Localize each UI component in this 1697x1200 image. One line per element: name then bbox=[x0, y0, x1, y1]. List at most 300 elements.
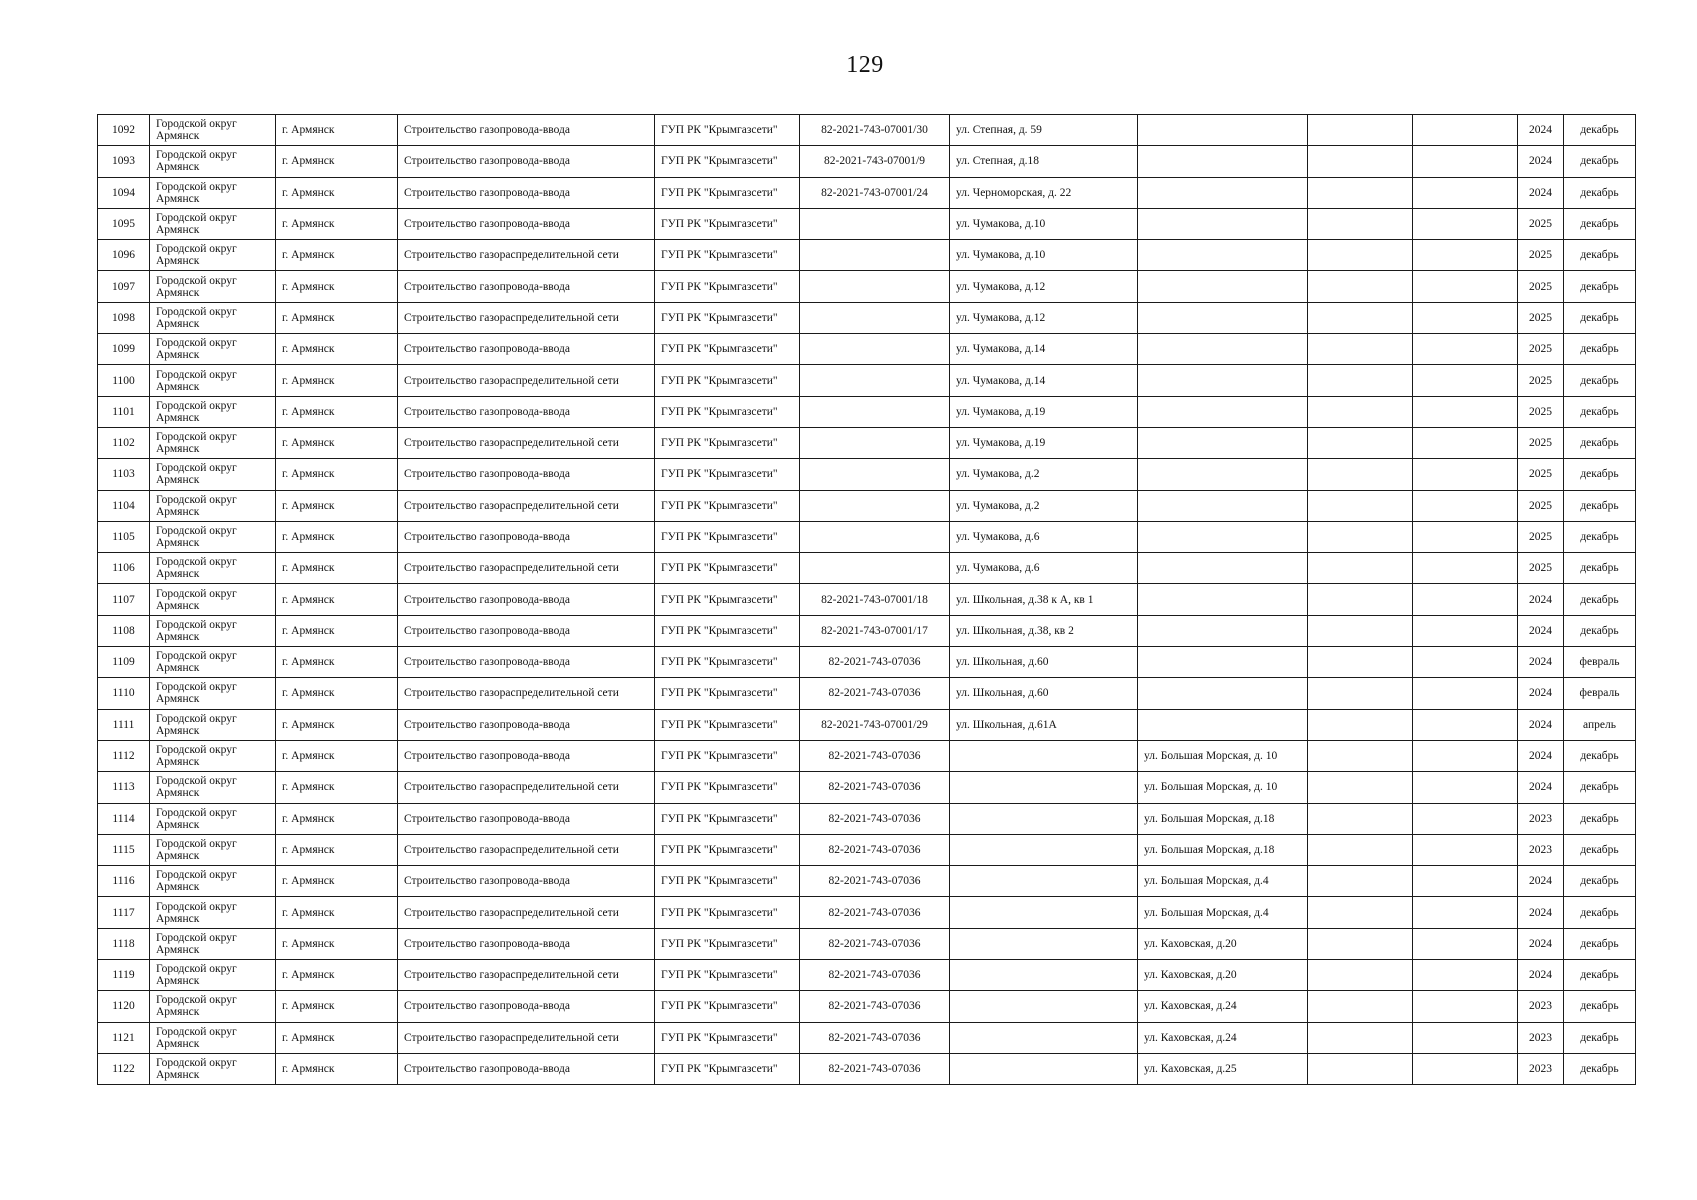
organization-cell: ГУП РК "Крымгазсети" bbox=[655, 678, 800, 709]
municipality-cell: Городской округ Армянск bbox=[150, 834, 276, 865]
application-code-cell: 82-2021-743-07036 bbox=[800, 960, 950, 991]
year-cell: 2024 bbox=[1518, 740, 1564, 771]
table-row bbox=[98, 302, 1636, 333]
work-type-cell: Строительство газопровода-ввода bbox=[398, 928, 655, 959]
organization-cell: ГУП РК "Крымгазсети" bbox=[655, 459, 800, 490]
address-cell: ул. Степная, д. 59 bbox=[950, 115, 1138, 146]
table-row bbox=[98, 709, 1636, 740]
organization-cell: ГУП РК "Крымгазсети" bbox=[655, 396, 800, 427]
address-cell bbox=[950, 897, 1138, 928]
application-code-cell: 82-2021-743-07001/24 bbox=[800, 177, 950, 208]
row-number: 1104 bbox=[98, 490, 150, 521]
empty-cell bbox=[1413, 271, 1518, 302]
work-type-cell: Строительство газораспределительной сети bbox=[398, 1022, 655, 1053]
application-code-cell: 82-2021-743-07001/9 bbox=[800, 146, 950, 177]
month-cell: декабрь bbox=[1564, 521, 1636, 552]
empty-cell bbox=[1413, 240, 1518, 271]
empty-cell bbox=[1413, 459, 1518, 490]
work-type-cell: Строительство газопровода-ввода bbox=[398, 334, 655, 365]
address-alt-cell: ул. Большая Морская, д.18 bbox=[1138, 834, 1308, 865]
year-cell: 2024 bbox=[1518, 866, 1564, 897]
organization-cell: ГУП РК "Крымгазсети" bbox=[655, 615, 800, 646]
organization-cell: ГУП РК "Крымгазсети" bbox=[655, 960, 800, 991]
application-code-cell: 82-2021-743-07001/30 bbox=[800, 115, 950, 146]
organization-cell: ГУП РК "Крымгазсети" bbox=[655, 740, 800, 771]
year-cell: 2024 bbox=[1518, 709, 1564, 740]
address-alt-cell bbox=[1138, 427, 1308, 458]
locality-cell: г. Армянск bbox=[276, 928, 398, 959]
empty-cell bbox=[1308, 365, 1413, 396]
empty-cell bbox=[1308, 991, 1413, 1022]
address-alt-cell: ул. Каховская, д.24 bbox=[1138, 991, 1308, 1022]
locality-cell: г. Армянск bbox=[276, 584, 398, 615]
empty-cell bbox=[1308, 177, 1413, 208]
municipality-cell: Городской округ Армянск bbox=[150, 521, 276, 552]
municipality-cell: Городской округ Армянск bbox=[150, 459, 276, 490]
work-type-cell: Строительство газопровода-ввода bbox=[398, 866, 655, 897]
empty-cell bbox=[1308, 521, 1413, 552]
application-code-cell: 82-2021-743-07001/29 bbox=[800, 709, 950, 740]
municipality-cell: Городской округ Армянск bbox=[150, 740, 276, 771]
municipality-cell: Городской округ Армянск bbox=[150, 115, 276, 146]
year-cell: 2023 bbox=[1518, 991, 1564, 1022]
locality-cell: г. Армянск bbox=[276, 490, 398, 521]
empty-cell bbox=[1308, 928, 1413, 959]
locality-cell: г. Армянск bbox=[276, 991, 398, 1022]
address-cell: ул. Чумакова, д.14 bbox=[950, 365, 1138, 396]
work-type-cell: Строительство газопровода-ввода bbox=[398, 521, 655, 552]
year-cell: 2023 bbox=[1518, 834, 1564, 865]
table-row bbox=[98, 1022, 1636, 1053]
empty-cell bbox=[1308, 553, 1413, 584]
application-code-cell: 82-2021-743-07036 bbox=[800, 897, 950, 928]
locality-cell: г. Армянск bbox=[276, 427, 398, 458]
organization-cell: ГУП РК "Крымгазсети" bbox=[655, 521, 800, 552]
organization-cell: ГУП РК "Крымгазсети" bbox=[655, 709, 800, 740]
address-alt-cell: ул. Большая Морская, д. 10 bbox=[1138, 772, 1308, 803]
organization-cell: ГУП РК "Крымгазсети" bbox=[655, 866, 800, 897]
empty-cell bbox=[1308, 459, 1413, 490]
table-row bbox=[98, 553, 1636, 584]
empty-cell bbox=[1413, 678, 1518, 709]
work-type-cell: Строительство газопровода-ввода bbox=[398, 115, 655, 146]
address-cell bbox=[950, 772, 1138, 803]
empty-cell bbox=[1308, 772, 1413, 803]
empty-cell bbox=[1413, 772, 1518, 803]
organization-cell: ГУП РК "Крымгазсети" bbox=[655, 1053, 800, 1084]
work-type-cell: Строительство газораспределительной сети bbox=[398, 960, 655, 991]
empty-cell bbox=[1413, 991, 1518, 1022]
year-cell: 2025 bbox=[1518, 459, 1564, 490]
table-row bbox=[98, 866, 1636, 897]
address-cell bbox=[950, 1053, 1138, 1084]
month-cell: декабрь bbox=[1564, 1053, 1636, 1084]
table-row bbox=[98, 334, 1636, 365]
locality-cell: г. Армянск bbox=[276, 897, 398, 928]
row-number: 1097 bbox=[98, 271, 150, 302]
locality-cell: г. Армянск bbox=[276, 615, 398, 646]
row-number: 1107 bbox=[98, 584, 150, 615]
row-number: 1118 bbox=[98, 928, 150, 959]
table-row bbox=[98, 678, 1636, 709]
table-row bbox=[98, 427, 1636, 458]
row-number: 1095 bbox=[98, 208, 150, 239]
municipality-cell: Городской округ Армянск bbox=[150, 553, 276, 584]
municipality-cell: Городской округ Армянск bbox=[150, 302, 276, 333]
municipality-cell: Городской округ Армянск bbox=[150, 271, 276, 302]
locality-cell: г. Армянск bbox=[276, 115, 398, 146]
work-type-cell: Строительство газопровода-ввода bbox=[398, 271, 655, 302]
month-cell: февраль bbox=[1564, 647, 1636, 678]
year-cell: 2025 bbox=[1518, 271, 1564, 302]
row-number: 1105 bbox=[98, 521, 150, 552]
organization-cell: ГУП РК "Крымгазсети" bbox=[655, 146, 800, 177]
month-cell: декабрь bbox=[1564, 1022, 1636, 1053]
row-number: 1093 bbox=[98, 146, 150, 177]
empty-cell bbox=[1413, 1053, 1518, 1084]
organization-cell: ГУП РК "Крымгазсети" bbox=[655, 334, 800, 365]
work-type-cell: Строительство газопровода-ввода bbox=[398, 459, 655, 490]
gas-construction-table bbox=[97, 114, 1636, 1085]
year-cell: 2024 bbox=[1518, 115, 1564, 146]
address-cell bbox=[950, 928, 1138, 959]
empty-cell bbox=[1308, 1022, 1413, 1053]
locality-cell: г. Армянск bbox=[276, 866, 398, 897]
municipality-cell: Городской округ Армянск bbox=[150, 584, 276, 615]
empty-cell bbox=[1413, 584, 1518, 615]
empty-cell bbox=[1413, 334, 1518, 365]
locality-cell: г. Армянск bbox=[276, 459, 398, 490]
row-number: 1116 bbox=[98, 866, 150, 897]
address-cell: ул. Чумакова, д.19 bbox=[950, 427, 1138, 458]
work-type-cell: Строительство газораспределительной сети bbox=[398, 678, 655, 709]
row-number: 1113 bbox=[98, 772, 150, 803]
organization-cell: ГУП РК "Крымгазсети" bbox=[655, 803, 800, 834]
application-code-cell bbox=[800, 334, 950, 365]
empty-cell bbox=[1308, 1053, 1413, 1084]
month-cell: декабрь bbox=[1564, 396, 1636, 427]
month-cell: декабрь bbox=[1564, 772, 1636, 803]
work-type-cell: Строительство газораспределительной сети bbox=[398, 553, 655, 584]
locality-cell: г. Армянск bbox=[276, 960, 398, 991]
municipality-cell: Городской округ Армянск bbox=[150, 490, 276, 521]
year-cell: 2025 bbox=[1518, 365, 1564, 396]
organization-cell: ГУП РК "Крымгазсети" bbox=[655, 897, 800, 928]
address-alt-cell bbox=[1138, 365, 1308, 396]
empty-cell bbox=[1308, 615, 1413, 646]
month-cell: декабрь bbox=[1564, 991, 1636, 1022]
table-row bbox=[98, 928, 1636, 959]
work-type-cell: Строительство газопровода-ввода bbox=[398, 803, 655, 834]
month-cell: декабрь bbox=[1564, 240, 1636, 271]
address-cell: ул. Школьная, д.38, кв 2 bbox=[950, 615, 1138, 646]
row-number: 1117 bbox=[98, 897, 150, 928]
month-cell: декабрь bbox=[1564, 960, 1636, 991]
table-row bbox=[98, 647, 1636, 678]
address-alt-cell bbox=[1138, 709, 1308, 740]
empty-cell bbox=[1308, 709, 1413, 740]
organization-cell: ГУП РК "Крымгазсети" bbox=[655, 584, 800, 615]
row-number: 1096 bbox=[98, 240, 150, 271]
organization-cell: ГУП РК "Крымгазсети" bbox=[655, 208, 800, 239]
row-number: 1119 bbox=[98, 960, 150, 991]
empty-cell bbox=[1413, 834, 1518, 865]
year-cell: 2025 bbox=[1518, 240, 1564, 271]
municipality-cell: Городской округ Армянск bbox=[150, 427, 276, 458]
locality-cell: г. Армянск bbox=[276, 334, 398, 365]
work-type-cell: Строительство газораспределительной сети bbox=[398, 897, 655, 928]
municipality-cell: Городской округ Армянск bbox=[150, 866, 276, 897]
empty-cell bbox=[1308, 740, 1413, 771]
address-cell: ул. Чумакова, д.12 bbox=[950, 271, 1138, 302]
work-type-cell: Строительство газопровода-ввода bbox=[398, 1053, 655, 1084]
locality-cell: г. Армянск bbox=[276, 271, 398, 302]
row-number: 1094 bbox=[98, 177, 150, 208]
address-alt-cell bbox=[1138, 208, 1308, 239]
application-code-cell bbox=[800, 271, 950, 302]
row-number: 1103 bbox=[98, 459, 150, 490]
empty-cell bbox=[1413, 146, 1518, 177]
table-row bbox=[98, 146, 1636, 177]
organization-cell: ГУП РК "Крымгазсети" bbox=[655, 302, 800, 333]
table-row bbox=[98, 960, 1636, 991]
application-code-cell: 82-2021-743-07036 bbox=[800, 803, 950, 834]
address-cell bbox=[950, 991, 1138, 1022]
locality-cell: г. Армянск bbox=[276, 1022, 398, 1053]
row-number: 1099 bbox=[98, 334, 150, 365]
month-cell: декабрь bbox=[1564, 334, 1636, 365]
month-cell: декабрь bbox=[1564, 928, 1636, 959]
empty-cell bbox=[1413, 740, 1518, 771]
address-alt-cell bbox=[1138, 615, 1308, 646]
empty-cell bbox=[1413, 897, 1518, 928]
year-cell: 2024 bbox=[1518, 615, 1564, 646]
address-cell: ул. Чумакова, д.6 bbox=[950, 553, 1138, 584]
organization-cell: ГУП РК "Крымгазсети" bbox=[655, 427, 800, 458]
address-alt-cell bbox=[1138, 146, 1308, 177]
address-cell bbox=[950, 803, 1138, 834]
address-cell: ул. Чумакова, д.2 bbox=[950, 459, 1138, 490]
empty-cell bbox=[1413, 866, 1518, 897]
month-cell: декабрь bbox=[1564, 584, 1636, 615]
empty-cell bbox=[1308, 240, 1413, 271]
address-alt-cell bbox=[1138, 647, 1308, 678]
municipality-cell: Городской округ Армянск bbox=[150, 928, 276, 959]
application-code-cell: 82-2021-743-07036 bbox=[800, 1053, 950, 1084]
locality-cell: г. Армянск bbox=[276, 365, 398, 396]
month-cell: декабрь bbox=[1564, 459, 1636, 490]
address-alt-cell: ул. Большая Морская, д.18 bbox=[1138, 803, 1308, 834]
organization-cell: ГУП РК "Крымгазсети" bbox=[655, 834, 800, 865]
locality-cell: г. Армянск bbox=[276, 146, 398, 177]
municipality-cell: Городской округ Армянск bbox=[150, 803, 276, 834]
address-cell: ул. Чумакова, д.12 bbox=[950, 302, 1138, 333]
month-cell: декабрь bbox=[1564, 897, 1636, 928]
table-row bbox=[98, 240, 1636, 271]
empty-cell bbox=[1308, 146, 1413, 177]
month-cell: декабрь bbox=[1564, 490, 1636, 521]
application-code-cell bbox=[800, 521, 950, 552]
municipality-cell: Городской округ Армянск bbox=[150, 709, 276, 740]
locality-cell: г. Армянск bbox=[276, 553, 398, 584]
month-cell: декабрь bbox=[1564, 427, 1636, 458]
organization-cell: ГУП РК "Крымгазсети" bbox=[655, 115, 800, 146]
month-cell: декабрь bbox=[1564, 740, 1636, 771]
year-cell: 2025 bbox=[1518, 553, 1564, 584]
year-cell: 2023 bbox=[1518, 1053, 1564, 1084]
table-row bbox=[98, 396, 1636, 427]
table-row bbox=[98, 897, 1636, 928]
work-type-cell: Строительство газопровода-ввода bbox=[398, 709, 655, 740]
month-cell: декабрь bbox=[1564, 866, 1636, 897]
locality-cell: г. Армянск bbox=[276, 772, 398, 803]
month-cell: декабрь bbox=[1564, 115, 1636, 146]
municipality-cell: Городской округ Армянск bbox=[150, 960, 276, 991]
locality-cell: г. Армянск bbox=[276, 740, 398, 771]
empty-cell bbox=[1308, 678, 1413, 709]
municipality-cell: Городской округ Армянск bbox=[150, 647, 276, 678]
empty-cell bbox=[1413, 177, 1518, 208]
address-cell bbox=[950, 866, 1138, 897]
year-cell: 2024 bbox=[1518, 177, 1564, 208]
table-row bbox=[98, 459, 1636, 490]
row-number: 1100 bbox=[98, 365, 150, 396]
table-row bbox=[98, 115, 1636, 146]
organization-cell: ГУП РК "Крымгазсети" bbox=[655, 1022, 800, 1053]
year-cell: 2023 bbox=[1518, 1022, 1564, 1053]
empty-cell bbox=[1308, 803, 1413, 834]
address-cell: ул. Чумакова, д.19 bbox=[950, 396, 1138, 427]
month-cell: декабрь bbox=[1564, 553, 1636, 584]
address-cell: ул. Школьная, д.61А bbox=[950, 709, 1138, 740]
year-cell: 2024 bbox=[1518, 772, 1564, 803]
table-row bbox=[98, 615, 1636, 646]
month-cell: декабрь bbox=[1564, 177, 1636, 208]
address-alt-cell bbox=[1138, 115, 1308, 146]
work-type-cell: Строительство газопровода-ввода bbox=[398, 615, 655, 646]
row-number: 1102 bbox=[98, 427, 150, 458]
empty-cell bbox=[1413, 208, 1518, 239]
empty-cell bbox=[1413, 302, 1518, 333]
address-alt-cell bbox=[1138, 584, 1308, 615]
table-row bbox=[98, 177, 1636, 208]
year-cell: 2025 bbox=[1518, 427, 1564, 458]
application-code-cell: 82-2021-743-07036 bbox=[800, 834, 950, 865]
work-type-cell: Строительство газопровода-ввода bbox=[398, 647, 655, 678]
page-number: 129 bbox=[846, 52, 884, 78]
row-number: 1115 bbox=[98, 834, 150, 865]
row-number: 1112 bbox=[98, 740, 150, 771]
empty-cell bbox=[1413, 396, 1518, 427]
work-type-cell: Строительство газораспределительной сети bbox=[398, 365, 655, 396]
municipality-cell: Городской округ Армянск bbox=[150, 615, 276, 646]
address-cell bbox=[950, 740, 1138, 771]
address-cell: ул. Чумакова, д.2 bbox=[950, 490, 1138, 521]
row-number: 1122 bbox=[98, 1053, 150, 1084]
month-cell: декабрь bbox=[1564, 365, 1636, 396]
empty-cell bbox=[1308, 647, 1413, 678]
locality-cell: г. Армянск bbox=[276, 302, 398, 333]
address-alt-cell bbox=[1138, 302, 1308, 333]
table-row bbox=[98, 740, 1636, 771]
year-cell: 2025 bbox=[1518, 490, 1564, 521]
row-number: 1120 bbox=[98, 991, 150, 1022]
table-body bbox=[98, 115, 1636, 1085]
work-type-cell: Строительство газораспределительной сети bbox=[398, 490, 655, 521]
address-cell: ул. Чумакова, д.14 bbox=[950, 334, 1138, 365]
empty-cell bbox=[1413, 553, 1518, 584]
table-row bbox=[98, 772, 1636, 803]
empty-cell bbox=[1413, 709, 1518, 740]
work-type-cell: Строительство газопровода-ввода bbox=[398, 396, 655, 427]
empty-cell bbox=[1308, 302, 1413, 333]
municipality-cell: Городской округ Армянск bbox=[150, 177, 276, 208]
organization-cell: ГУП РК "Крымгазсети" bbox=[655, 490, 800, 521]
locality-cell: г. Армянск bbox=[276, 396, 398, 427]
municipality-cell: Городской округ Армянск bbox=[150, 146, 276, 177]
year-cell: 2023 bbox=[1518, 803, 1564, 834]
address-cell: ул. Школьная, д.60 bbox=[950, 647, 1138, 678]
empty-cell bbox=[1308, 584, 1413, 615]
address-alt-cell bbox=[1138, 678, 1308, 709]
application-code-cell: 82-2021-743-07036 bbox=[800, 647, 950, 678]
work-type-cell: Строительство газопровода-ввода bbox=[398, 146, 655, 177]
application-code-cell bbox=[800, 365, 950, 396]
work-type-cell: Строительство газораспределительной сети bbox=[398, 427, 655, 458]
application-code-cell bbox=[800, 396, 950, 427]
month-cell: декабрь bbox=[1564, 834, 1636, 865]
municipality-cell: Городской округ Армянск bbox=[150, 897, 276, 928]
empty-cell bbox=[1413, 521, 1518, 552]
locality-cell: г. Армянск bbox=[276, 834, 398, 865]
address-cell: ул. Чумакова, д.10 bbox=[950, 240, 1138, 271]
application-code-cell: 82-2021-743-07036 bbox=[800, 991, 950, 1022]
year-cell: 2025 bbox=[1518, 302, 1564, 333]
work-type-cell: Строительство газораспределительной сети bbox=[398, 834, 655, 865]
municipality-cell: Городской округ Армянск bbox=[150, 365, 276, 396]
address-alt-cell: ул. Каховская, д.20 bbox=[1138, 928, 1308, 959]
year-cell: 2024 bbox=[1518, 584, 1564, 615]
work-type-cell: Строительство газопровода-ввода bbox=[398, 208, 655, 239]
address-cell: ул. Школьная, д.38 к А, кв 1 bbox=[950, 584, 1138, 615]
application-code-cell: 82-2021-743-07001/18 bbox=[800, 584, 950, 615]
month-cell: декабрь bbox=[1564, 803, 1636, 834]
work-type-cell: Строительство газораспределительной сети bbox=[398, 302, 655, 333]
application-code-cell bbox=[800, 427, 950, 458]
address-alt-cell: ул. Большая Морская, д.4 bbox=[1138, 866, 1308, 897]
row-number: 1114 bbox=[98, 803, 150, 834]
year-cell: 2025 bbox=[1518, 521, 1564, 552]
address-alt-cell bbox=[1138, 177, 1308, 208]
application-code-cell bbox=[800, 459, 950, 490]
address-cell: ул. Чумакова, д.6 bbox=[950, 521, 1138, 552]
row-number: 1121 bbox=[98, 1022, 150, 1053]
address-cell: ул. Степная, д.18 bbox=[950, 146, 1138, 177]
table-row bbox=[98, 803, 1636, 834]
empty-cell bbox=[1308, 866, 1413, 897]
empty-cell bbox=[1413, 647, 1518, 678]
year-cell: 2025 bbox=[1518, 396, 1564, 427]
municipality-cell: Городской округ Армянск bbox=[150, 678, 276, 709]
empty-cell bbox=[1413, 1022, 1518, 1053]
row-number: 1110 bbox=[98, 678, 150, 709]
locality-cell: г. Армянск bbox=[276, 208, 398, 239]
empty-cell bbox=[1413, 427, 1518, 458]
municipality-cell: Городской округ Армянск bbox=[150, 334, 276, 365]
year-cell: 2025 bbox=[1518, 334, 1564, 365]
month-cell: декабрь bbox=[1564, 271, 1636, 302]
organization-cell: ГУП РК "Крымгазсети" bbox=[655, 991, 800, 1022]
